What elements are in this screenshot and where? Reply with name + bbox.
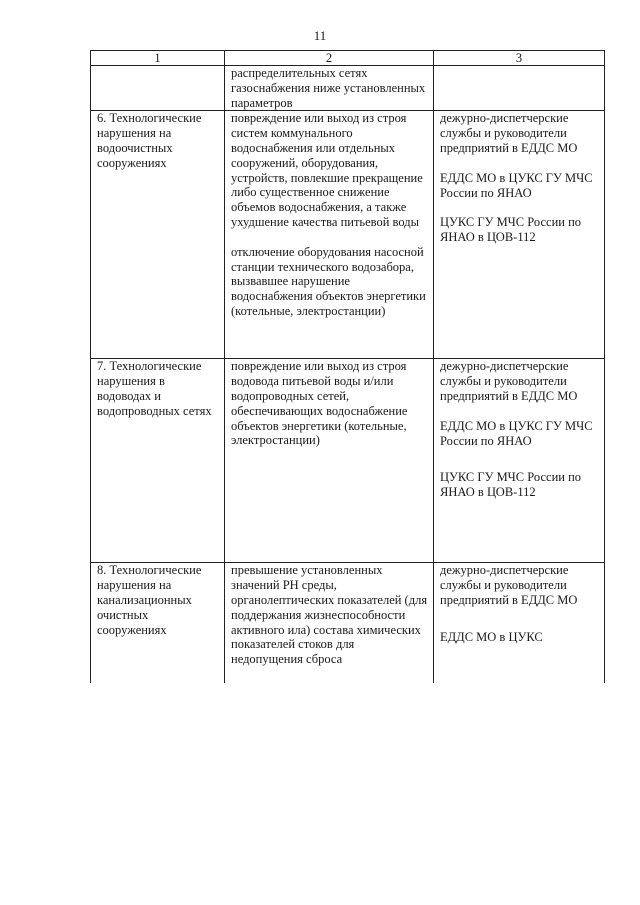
table-header-row bbox=[91, 51, 605, 66]
incident-description-cell bbox=[225, 563, 434, 684]
reporting-step: ЦУКС ГУ МЧС России по ЯНАО в ЦОВ-112 bbox=[440, 215, 582, 245]
description-text: превышение установленных значений PH среды, органолептических показателей (для поддержания жизнеспособности активного ила) состава химических показателей стоков для недопущения сброса bbox=[231, 563, 428, 667]
incident-description-cell bbox=[225, 111, 434, 359]
incident-type-cell: 7. Технологические нарушения в водоводах и водопроводных сетях bbox=[91, 359, 225, 563]
incident-description-cell bbox=[225, 359, 434, 563]
description-text: повреждение или выход из строя водовода питьевой воды и/или водопроводных сетей, обеспечивающих водоснабжение объектов энергетики (котельные, электростанции) bbox=[231, 359, 408, 448]
description-text: повреждение или выход из строя систем коммунального водоснабжения или отдельных сооружений, оборудования, устройств, повлекшие прекращение либо существенное снижение объемов водоснабжения, а также ухудшение качества питьевой воды bbox=[231, 111, 423, 229]
reporting-chain-cell bbox=[434, 563, 605, 684]
description-text: отключение оборудования насосной станции технического водозабора, вызвавшее нарушение водоснабжения объектов энергетики (котельные, электростанции) bbox=[231, 244, 426, 318]
reporting-step: дежурно-диспетчерские службы и руководители предприятий в ЕДДС МО bbox=[440, 111, 578, 155]
reporting-step: ЕДДС МО в ЦУКС ГУ МЧС России по ЯНАО bbox=[440, 418, 593, 448]
reporting-step: ЕДДС МО в ЦУКС ГУ МЧС России по ЯНАО bbox=[440, 170, 593, 200]
reporting-chain-cell bbox=[434, 111, 605, 359]
incident-type-cell bbox=[91, 66, 225, 111]
description-text: распределительных сетях газоснабжения ниже установленных параметров bbox=[231, 66, 426, 110]
column-header-1: 1 bbox=[91, 51, 225, 66]
reporting-step: дежурно-диспетчерские службы и руководители предприятий в ЕДДС МО bbox=[440, 563, 578, 607]
reporting-step: ЦУКС ГУ МЧС России по ЯНАО в ЦОВ-112 bbox=[440, 470, 582, 500]
incident-description-cell bbox=[225, 66, 434, 111]
page-number: 11 bbox=[313, 28, 327, 43]
incident-type-cell: 8. Технологические нарушения на канализационных очистных сооружениях bbox=[91, 563, 225, 684]
table-row bbox=[91, 66, 605, 111]
table-row bbox=[91, 359, 605, 563]
table-row bbox=[91, 563, 605, 684]
column-header-2: 2 bbox=[225, 51, 434, 66]
reporting-step: ЕДДС МО в ЦУКС bbox=[440, 629, 543, 644]
incident-type-cell: 6. Технологические нарушения на водоочистных сооружениях bbox=[91, 111, 225, 359]
reporting-step: дежурно-диспетчерские службы и руководители предприятий в ЕДДС МО bbox=[440, 359, 578, 403]
column-header-3: 3 bbox=[434, 51, 605, 66]
table-row bbox=[91, 111, 605, 359]
incident-reporting-table bbox=[90, 50, 605, 683]
reporting-chain-cell bbox=[434, 359, 605, 563]
reporting-chain-cell bbox=[434, 66, 605, 111]
